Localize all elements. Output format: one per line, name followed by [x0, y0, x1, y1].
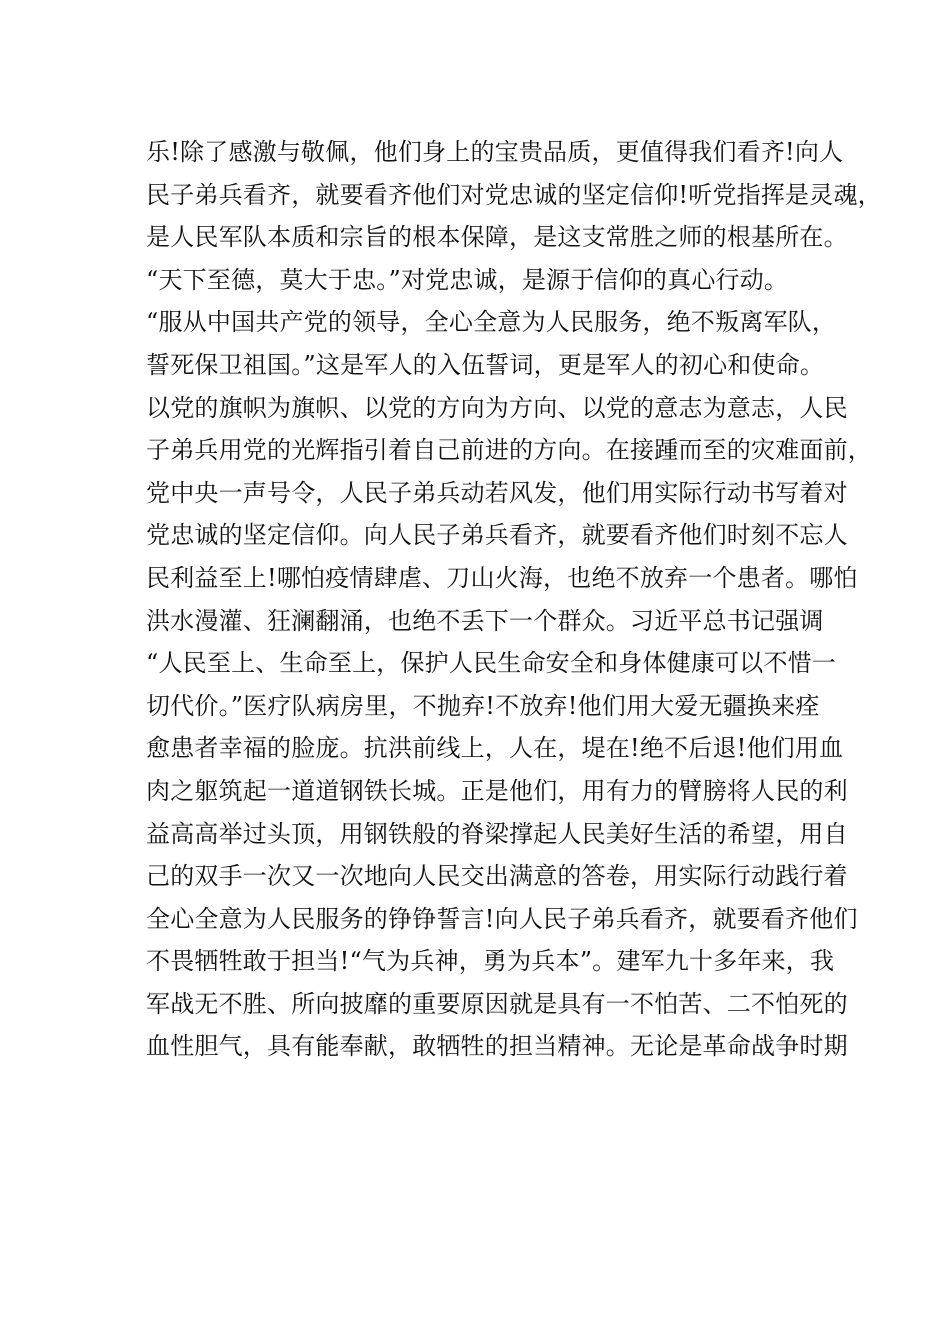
- text-line: 子弟兵用党的光辉指引着自己前进的方向。在接踵而至的灾难面前，: [146, 436, 872, 465]
- text-line: 乐!除了感激与敬佩，他们身上的宝贵品质，更值得我们看齐!向人: [146, 138, 844, 166]
- text-line: 是人民军队本质和宗旨的根本保障，是这支常胜之师的根基所在。: [146, 223, 848, 252]
- text-line: 全心全意为人民服务的铮铮誓言!向人民子弟兵看齐，就要看齐他们: [146, 904, 858, 933]
- text-line: 民利益至上!哪怕疫情肆虐、刀山火海，也绝不放弃一个患者。哪怕: [146, 563, 858, 592]
- text-line: “服从中国共产党的领导，全心全意为人民服务，绝不叛离军队，: [146, 308, 837, 337]
- text-line: 切代价。”医疗队病房里，不抛弃!不放弃!他们用大爱无疆换来痊: [146, 691, 820, 720]
- text-line: “人民至上、生命至上，保护人民生命安全和身体健康可以不惜一: [146, 649, 837, 678]
- text-line: 洪水漫灌、狂澜翻涌，也绝不丢下一个群众。习近平总书记强调: [146, 606, 824, 635]
- text-line: 誓死保卫祖国。”这是军人的入伍誓词，更是军人的初心和使命。: [146, 350, 825, 379]
- text-line: 党忠诚的坚定信仰。向人民子弟兵看齐，就要看齐他们时刻不忘人: [146, 521, 848, 550]
- text-line: “天下至德，莫大于忠。”对党忠诚，是源于信仰的真心行动。: [146, 265, 789, 294]
- text-line: 益高高举过头顶，用钢铁般的脊梁撑起人民美好生活的希望，用自: [146, 819, 848, 848]
- text-line: 党中央一声号令，人民子弟兵动若风发，他们用实际行动书写着对: [146, 478, 848, 507]
- text-line: 民子弟兵看齐，就要看齐他们对党忠诚的坚定信仰!听党指挥是灵魂，: [146, 180, 882, 209]
- text-line: 愈患者幸福的脸庞。抗洪前线上，人在，堤在!绝不后退!他们用血: [146, 734, 844, 763]
- text-line: 不畏牺牲敢于担当!“气为兵神，勇为兵本”。建军九十多年来，我: [146, 947, 835, 976]
- text-line: 以党的旗帜为旗帜、以党的方向为方向、以党的意志为意志，人民: [146, 393, 848, 422]
- text-line: 己的双手一次又一次地向人民交出满意的答卷，用实际行动践行着: [146, 862, 848, 891]
- body-text: [146, 131, 882, 1068]
- text-line: 血性胆气，具有能奉献，敢牺牲的担当精神。无论是革命战争时期: [146, 1032, 848, 1061]
- text-line: 肉之躯筑起一道道钢铁长城。正是他们，用有力的臂膀将人民的利: [146, 776, 848, 805]
- text-line: 军战无不胜、所向披靡的重要原因就是具有一不怕苦、二不怕死的: [146, 989, 848, 1018]
